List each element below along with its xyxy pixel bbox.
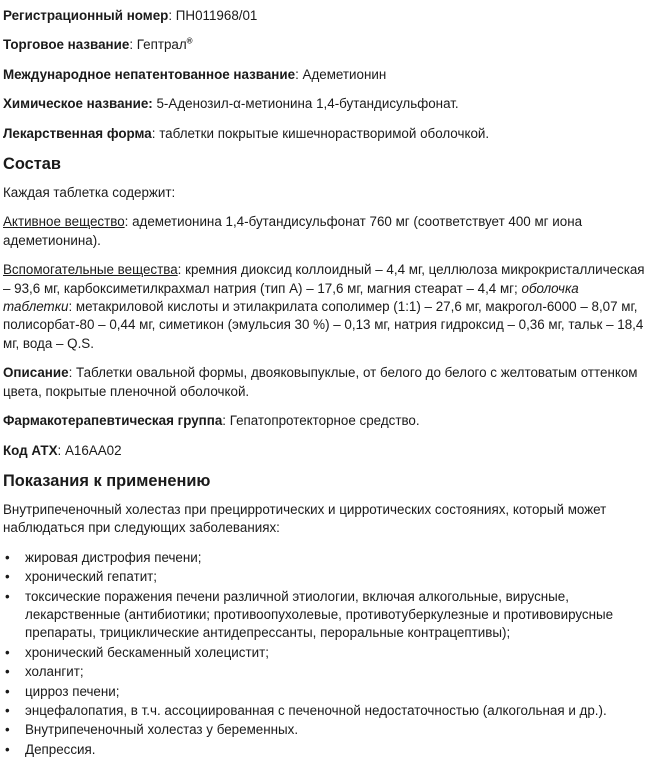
trade-name-value: Гептрал (136, 37, 187, 53)
excipients (3, 261, 650, 353)
trade-name: Торговое название: Гептрал® (3, 36, 193, 53)
list-item-text: Депрессия. (25, 741, 96, 757)
list-item-text: Внутрипеченочный холестаз у беременных. (25, 722, 299, 738)
composition-heading: Состав (3, 155, 61, 174)
inn-label: Международное непатентованное название (3, 66, 296, 82)
bullet-icon: • (5, 664, 10, 680)
description-value: Таблетки овальной формы, двояковыпуклые, от белого до белого с желтоватым оттенком цвета, покрытые пленочной оболочкой. (3, 365, 638, 399)
list-item-text: токсические поражения печени различной этиологии, включая алкогольные, вирусные, лекарственные (антибиотики; противоопухолевые, противотуберкулезные и противовирусные препараты, трициклические антидепрессанты, пероральные контрацептивы); (25, 588, 614, 641)
registration-number: Регистрационный номер: ПН011968/01 (3, 8, 258, 23)
composition-intro: Каждая таблетка содержит: (3, 185, 176, 201)
indications-intro: Внутрипеченочный холестаз при прецирротических и цирротических состояниях, который может наблюдаться при следующих заболеваниях: (3, 501, 607, 536)
chemical-label: Химическое название: (3, 96, 153, 112)
trade-name-label: Торговое название (3, 37, 130, 53)
bullet-icon: • (5, 644, 10, 660)
atc-value: A16AA02 (64, 442, 122, 458)
registration-label: Регистрационный номер (3, 8, 169, 23)
list-item-text: хронический бескаменный холецистит; (25, 644, 269, 660)
indications-list (3, 549, 650, 759)
list-item-text: энцефалопатия, в т.ч. ассоциированная с печеночной недостаточностью (алкогольная и др.). (25, 702, 607, 718)
dosage-form-value: таблетки покрытые кишечнорастворимой оболочкой. (159, 125, 490, 141)
bullet-icon: • (5, 683, 10, 699)
list-item (3, 568, 650, 586)
dosage-form: Лекарственная форма: таблетки покрытые кишечнорастворимой оболочкой. (3, 125, 490, 141)
list-item (3, 663, 650, 681)
active-substance (3, 213, 650, 250)
list-item-text: холангит; (25, 664, 84, 680)
list-item (3, 683, 650, 701)
dosage-form-label: Лекарственная форма (3, 125, 152, 141)
registration-value: ПН011968/01 (175, 8, 258, 23)
coating-label: оболочка таблетки (3, 280, 579, 315)
list-item (3, 644, 650, 662)
bullet-icon: • (5, 702, 10, 718)
list-item-text: цирроз печени; (25, 683, 120, 699)
description-label: Описание (3, 365, 69, 381)
description: Описание: Таблетки овальной формы, двояковыпуклые, от белого до белого с желтоватым оттенком цвета, покрытые пленочной оболочкой. (3, 365, 638, 399)
bullet-icon: • (5, 588, 10, 604)
indications-heading: Показания к применению (3, 471, 211, 490)
excipients-text: : кремния диоксид коллоидный – 4,4 мг, целлюлоза микрокристаллическая – 93,6 мг, карбоксиметилкрахмал натрия (тип А) – 17,6 мг, магния стеарат – 4,4 мг; (3, 262, 645, 296)
list-item (3, 741, 650, 759)
list-item (3, 549, 650, 567)
atc-code: Код АТХ: A16AA02 (3, 442, 122, 458)
list-item (3, 721, 650, 739)
atc-label: Код АТХ (3, 442, 58, 458)
active-substance-label: Активное вещество (3, 214, 125, 230)
list-item (3, 702, 650, 720)
chemical-value: 5-Аденозил-α-метионина 1,4-бутандисульфонат. (156, 96, 459, 112)
inn-name: Международное непатентованное название: Адеметионин (3, 66, 387, 82)
bullet-icon: • (5, 569, 10, 585)
registered-mark: ® (186, 36, 193, 46)
active-substance-text: : адеметионина 1,4-бутандисульфонат 760 мг (соответствует 400 мг иона адеметионина). (3, 214, 583, 248)
bullet-icon: • (5, 549, 10, 565)
excipients-label: Вспомогательные вещества (3, 262, 178, 278)
bullet-icon: • (5, 741, 10, 757)
list-item-text: жировая дистрофия печени; (25, 549, 202, 565)
coating-text: : метакриловой кислоты и этилакрилата сополимер (1:1) – 27,6 мг, макрогол-6000 – 8,07 мг, полисорбат-80 – 0,44 мг, симетикон (эмульсия 30 %) – 0,13 мг, натрия гидроксид – 0,36 мг, тальк – 18,4 мг, вода – Q.S. (3, 299, 644, 351)
pharm-group-label: Фармакотерапевтическая группа (3, 413, 223, 429)
bullet-icon: • (5, 722, 10, 738)
list-item-text: хронический гепатит; (25, 569, 158, 585)
list-item (3, 588, 650, 643)
inn-value: Адеметионин (302, 66, 387, 82)
pharm-group: Фармакотерапевтическая группа: Гепатопротекторное средство. (3, 413, 420, 429)
chemical-name (3, 95, 650, 113)
pharm-group-value: Гепатопротекторное средство. (229, 413, 420, 429)
